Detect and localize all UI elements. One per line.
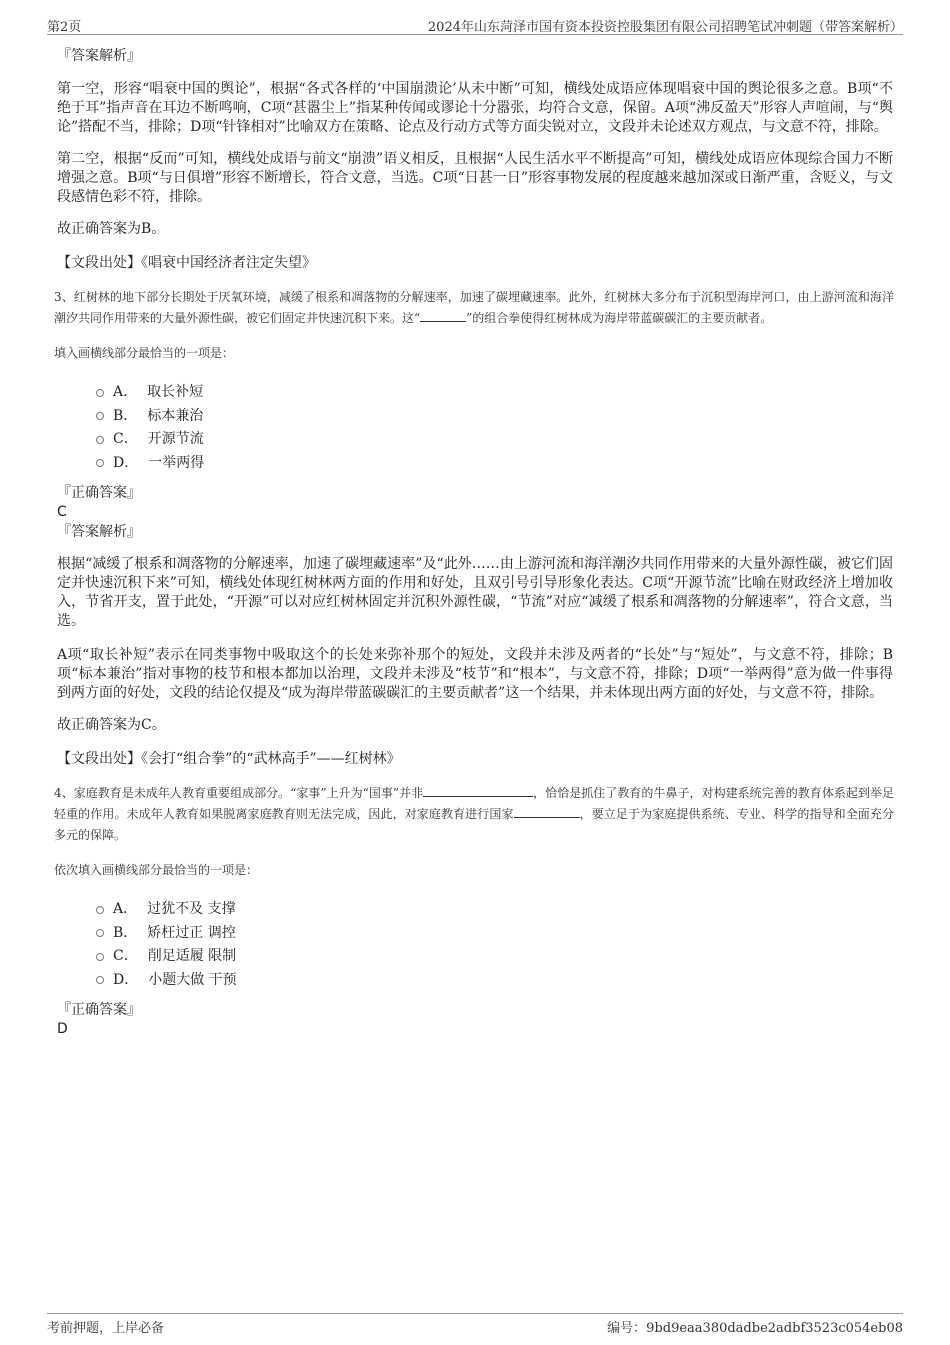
q4-stem: 4、家庭教育是未成年人教育重要组成部分。“家事”上升为“国事”并非 ，恰恰是抓住了教育的牛鼻子，对构建系统完善的教育体系起到举足轻重的作用。未成年人教育如果脱离家庭教育则无法完成，因此，对家庭教育进行国家 ，要立足于为家庭提供系统、专业、科学的指导和全面充分多元的保障。 [54,786,894,842]
q2-analysis-para2: 第二空，根据“反而”可知，横线处成语与前文“崩溃”语义相反，且根据“人民生活水平不断提高”可知，横线处成语应体现综合国力不断增强之意。B项“与日俱增”形容不断增长，符合文意，当选。C项“日甚一日”形容事物发展的程度越来越加深或日渐严重，含贬义，与文段感情色彩不符，排除。 [57,151,893,205]
q4-options [96,898,893,992]
q3-analysis-para1: 根据“减缓了根系和凋落物的分解速率，加速了碳埋藏速率”及“此外……由上游河流和海洋潮汐共同作用带来的大量外源性碳，被它们固定并快速沉积下来”可知，横线处体现红树林两方面的作用和好处，且双引号引导形象化表达。C项“开源节流”比喻在财政经济上增加收入，节省开支，置于此处，“开源”可以对应红树林固定并沉积外源性碳，“节流”对应“减缓了根系和凋落物的分解速率”，符合文意，当选。 [57,556,893,629]
q4-prompt: 依次填入画横线部分最恰当的一项是： [54,863,259,877]
analysis-label: 『答案解析』 [57,48,141,64]
q3-option-d[interactable]: D． 一举两得 [96,452,893,476]
radio-icon[interactable] [96,976,104,984]
analysis-label: 『答案解析』 [57,524,141,540]
q3-blank [420,309,466,322]
radio-icon[interactable] [96,459,104,467]
page-header [47,14,903,35]
q3-answer: C [57,504,67,520]
q4-blank-2 [514,805,580,818]
document-title: 2024年山东菏泽市国有资本投资控股集团有限公司招聘笔试冲刺题（带答案解析） [427,20,903,35]
radio-icon[interactable] [96,436,104,444]
q4-option-b[interactable]: B． 矫枉过正 调控 [96,922,893,946]
page-content [54,46,894,1039]
q3-option-a[interactable]: A． 取长补短 [96,381,893,405]
q4-option-c[interactable]: C． 削足适履 限制 [96,945,893,969]
q2-conclusion: 故正确答案为B。 [57,221,166,237]
radio-icon[interactable] [96,906,104,914]
correct-answer-label: 『正确答案』 [57,1002,141,1018]
q2-analysis-para1: 第一空，形容“唱衰中国的舆论”，根据“各式各样的‘中国崩溃论’从未中断”可知，横线处成语应体现唱衰中国的舆论很多之意。B项“不绝于耳”指声音在耳边不断鸣响，C项“甚嚣尘上”指某种传闻或谬论十分嚣张，均符合文意，保留。A项“沸反盈天”形容人声喧闹，与“舆论”搭配不当，排除；D项“针锋相对”比喻双方在策略、论点及行动方式等方面尖锐对立，文段并未论述双方观点，与文意不符，排除。 [57,81,893,135]
q3-option-c[interactable]: C． 开源节流 [96,428,893,452]
footer-slogan: 考前押题，上岸必备 [47,1321,165,1336]
q3-option-b[interactable]: B． 标本兼治 [96,405,893,429]
q3-options [96,381,893,475]
q3-conclusion: 故正确答案为C。 [57,717,166,733]
page-footer [47,1313,903,1336]
q3-stem: 3、红树林的地下部分长期处于厌氧环境，减缓了根系和凋落物的分解速率，加速了碳埋藏速率。此外，红树林大多分布于沉积型海岸河口，由上游河流和海洋潮汐共同作用带来的大量外源性碳，被它们固定并快速沉积下来。这“ ”的组合拳使得红树林成为海岸带蓝碳碳汇的主要贡献者。 [54,290,894,325]
radio-icon[interactable] [96,389,104,397]
q2-source: 【文段出处】《唱衰中国经济者注定失望》 [57,255,316,271]
q3-analysis-para2: A项“取长补短”表示在同类事物中吸取这个的长处来弥补那个的短处，文段并未涉及两者的“长处”与“短处”，与文意不符，排除；B项“标本兼治”指对事物的枝节和根本都加以治理，文段并未涉及“枝节”和“根本”，与文意不符，排除；D项“一举两得”意为做一件事得到两方面的好处，文段的结论仅提及“成为海岸带蓝碳碳汇的主要贡献者”这一个结果，并未体现出两方面的好处，与文意不符，排除。 [57,647,893,701]
radio-icon[interactable] [96,412,104,420]
page-number: 第2页 [47,20,82,35]
q4-option-a[interactable]: A． 过犹不及 支撑 [96,898,893,922]
correct-answer-label: 『正确答案』 [57,485,141,501]
q4-blank-1 [423,784,533,797]
q3-source: 【文段出处】《会打“组合拳”的“武林高手”——红树林》 [57,751,401,767]
q4-answer: D [57,1021,68,1037]
radio-icon[interactable] [96,929,104,937]
q3-prompt: 填入画横线部分最恰当的一项是： [54,346,235,360]
document-code: 编号：9bd9eaa380dadbe2adbf3523c054eb08 [607,1321,903,1336]
radio-icon[interactable] [96,953,104,961]
q4-option-d[interactable]: D． 小题大做 干预 [96,969,893,993]
